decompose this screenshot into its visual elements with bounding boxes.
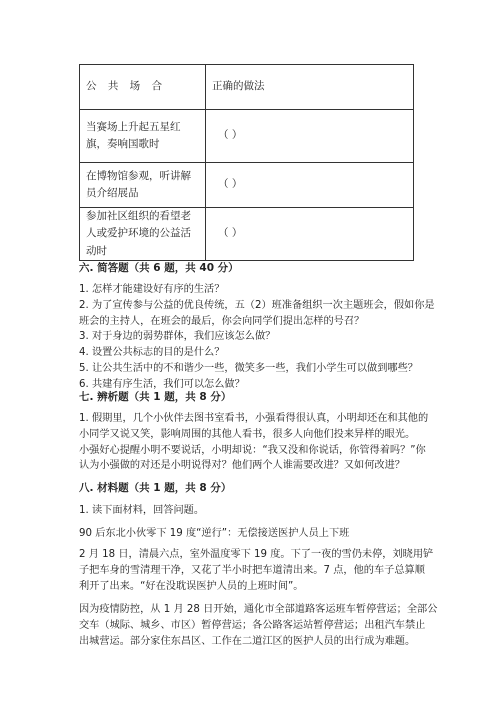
section-7-question (79, 411, 429, 474)
row-answer-blank[interactable]: （ ） (206, 208, 414, 261)
paragraph-line: 出城营运。部分家住东昌区、工作在二道江区的医护人员的出行成为难题。 (79, 635, 416, 647)
question-line: 6. 共建有序生活，我们可以怎么做？ (79, 378, 245, 390)
question-line: 2. 为了宣传参与公益的优良传统，五（2）班准备组织一次主题班会，假如你是 (79, 299, 435, 311)
paragraph-line: 利开了出来。“好在没耽误医护人员的上班时间”。 (79, 580, 304, 592)
paragraph-line: 2 月 18 日，清晨六点，室外温度零下 19 度。下了一夜的雪仍未停，刘晓用铲 (79, 549, 434, 560)
row-answer-blank[interactable]: （ ） (206, 110, 414, 163)
section-8-intro: 1. 读下面材料，回答问题。 (79, 505, 205, 516)
public-practice-table (79, 64, 414, 261)
table-row (80, 163, 414, 208)
table-header-row (80, 65, 414, 110)
question-line: 4. 设置公共标志的目的是什么？ (79, 347, 225, 359)
news-title: 90 后东北小伙零下 19 度“逆行”：无偿接送医护人员上下班 (79, 528, 350, 539)
section-6-heading: 六. 简答题（共 6 题，共 40 分） (79, 262, 239, 274)
question-line: 5. 让公共生活中的不和谐少一些，微笑多一些，我们小学生可以做到哪些？ (79, 363, 418, 375)
question-line: 1. 怎样才能建设好有序的生活？ (79, 284, 225, 295)
question-line: 小同学又说又笑，影响周围的其他人看书，很多人向他们投来异样的眼光。 (79, 428, 416, 440)
question-line: 3. 对于身边的弱势群体，我们应该怎么做？ (79, 331, 276, 343)
section-8-heading: 八. 材料题（共 1 题，共 8 分） (79, 482, 232, 494)
row-place: 在博物馆参观，听讲解员介绍展品 (80, 163, 206, 208)
question-line: 小强好心提醒小明不要说话，小明却说：“我又没和你说话，你管得着吗？”你 (79, 444, 426, 456)
row-place: 当赛场上升起五星红旗，奏响国歌时 (80, 110, 206, 163)
paragraph-line: 因为疫情防控，从 1 月 28 日开始，通化市全部道路客运班车暂停营运；全部公 (79, 604, 438, 615)
question-line: 认为小强做的对还是小明说得对？他们两个人谁需要改进？又如何改进？ (79, 460, 405, 472)
table-row (80, 208, 414, 261)
question-line: 1. 假期里，几个小伙伴去图书室看书，小强看得很认真，小明却还在和其他的 (79, 413, 429, 424)
header-practice: 正确的做法 (206, 65, 414, 110)
section-7-heading: 七. 辨析题（共 1 题，共 8 分） (79, 391, 232, 403)
paragraph-line: 子把车身的雪清理干净，又花了半小时把车道清出来。7 点，他的车子总算顺 (79, 564, 425, 576)
material-paragraph-2 (79, 602, 438, 649)
question-line: 班会的主持人，在班会的最后，你会向同学们提出怎样的号召？ (79, 315, 365, 327)
paragraph-line: 交车（城际、城乡、市区）暂停营运；各公路客运站暂停营运；出租汽车禁止 (79, 619, 426, 631)
row-answer-blank[interactable]: （ ） (206, 163, 414, 208)
material-paragraph-1 (79, 547, 434, 594)
table-row (80, 110, 414, 163)
row-place: 参加社区组织的看望老人或爱护环境的公益活动时 (80, 208, 206, 261)
section-6-questions (79, 282, 435, 393)
header-place: 公 共 场 合 (80, 65, 206, 110)
